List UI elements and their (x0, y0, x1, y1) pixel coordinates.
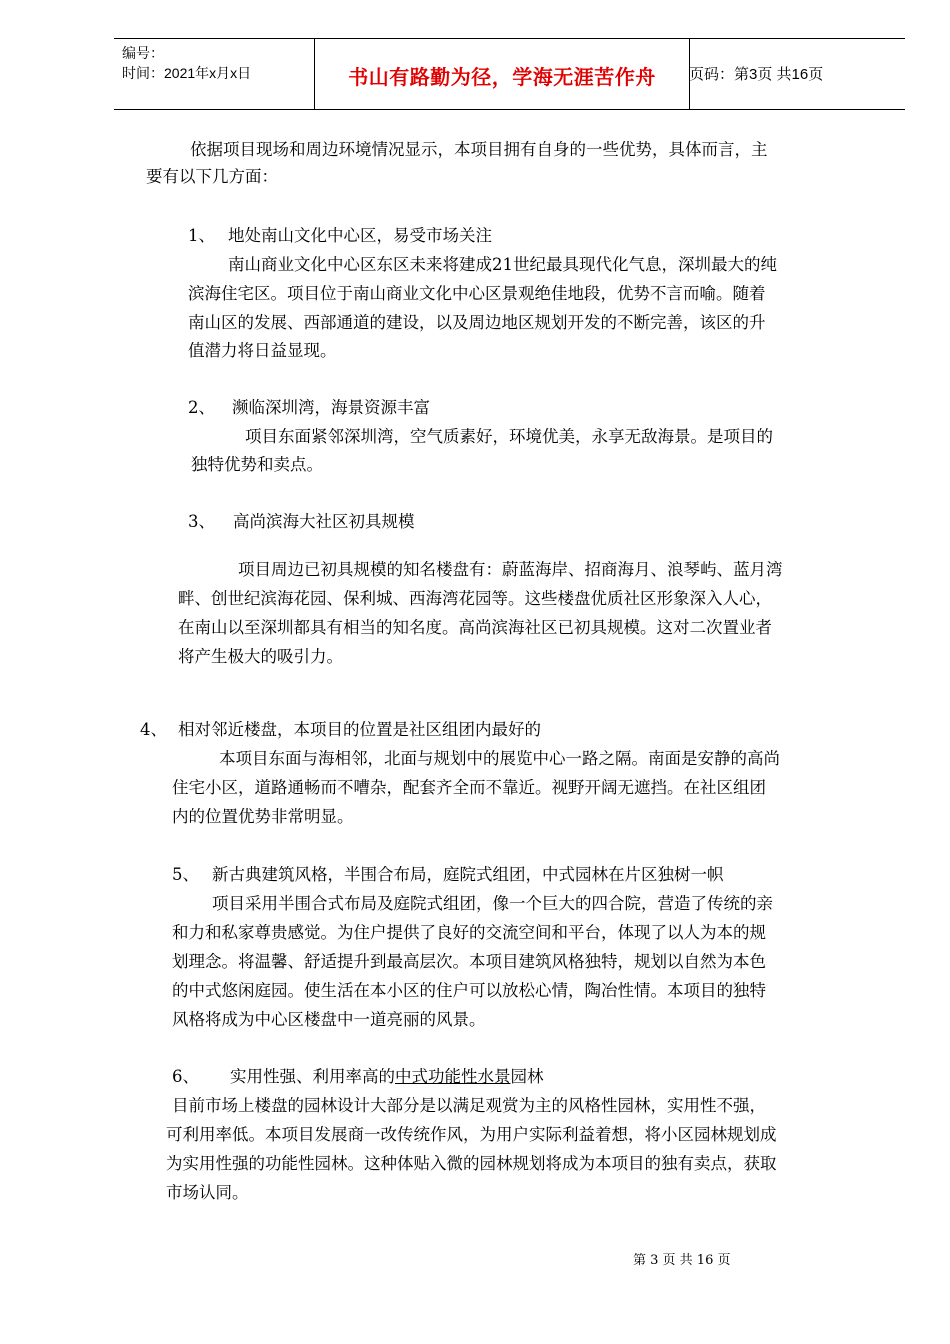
header-meta-cell (114, 39, 314, 109)
paragraph-line: 值潜力将日益显现。 (188, 341, 337, 360)
motto: 书山有路勤为径，学海无涯苦作舟 (348, 65, 656, 89)
number-label: 编号： (122, 45, 164, 61)
paragraph-line: 划理念。将温馨、舒适提升到最高层次。本项目建筑风格独特，规划以自然为本色 (172, 952, 766, 971)
intro-line: 依据项目现场和周边环境情况显示，本项目拥有自身的一些优势，具体而言，主 (190, 140, 768, 159)
paragraph-line: 目前市场上楼盘的园林设计大部分是以满足观赏为主的风格性园林，实用性不强， (172, 1096, 766, 1115)
section-title (230, 1069, 544, 1086)
section-title: 相对邻近楼盘，本项目的位置是社区组团内最好的 (178, 720, 541, 739)
section-number: 1、 (188, 226, 215, 245)
time-label: 时间：2021年x月x日 (122, 65, 252, 81)
paragraph-line: 为实用性强的功能性园林。这种体贴入微的园林规划将成为本项目的独有卖点，获取 (166, 1154, 777, 1173)
section-title: 新古典建筑风格，半围合布局，庭院式组团，中式园林在片区独树一帜 (212, 865, 724, 884)
section-number: 6、 (172, 1067, 199, 1086)
paragraph-line: 和力和私家尊贵感觉。为住户提供了良好的交流空间和平台，体现了以人为本的规 (172, 923, 766, 942)
paragraph-line: 可利用率低。本项目发展商一改传统作风，为用户实际利益着想，将小区园林规划成 (166, 1125, 777, 1144)
intro-line: 要有以下几方面： (146, 167, 278, 186)
paragraph-line: 将产生极大的吸引力。 (178, 647, 343, 666)
paragraph-line: 风格将成为中心区楼盘中一道亮丽的风景。 (172, 1010, 486, 1029)
paragraph-line: 项目采用半围合式布局及庭院式组团，像一个巨大的四合院，营造了传统的亲 (212, 894, 773, 913)
section-number: 3、 (188, 512, 215, 531)
paragraph-line: 项目东面紧邻深圳湾，空气质素好，环境优美，永享无敌海景。是项目的 (245, 427, 773, 446)
section-title-pre: 实用性强、利用率高的 (230, 1067, 395, 1086)
paragraph-line: 南山商业文化中心区东区未来将建成21世纪最具现代化气息，深圳最大的纯 (228, 255, 777, 274)
paragraph-line: 南山区的发展、西部通道的建设，以及周边地区规划开发的不断完善，该区的升 (188, 313, 766, 332)
section-title: 地处南山文化中心区，易受市场关注 (228, 226, 492, 245)
paragraph-line: 市场认同。 (166, 1183, 249, 1202)
paragraph-line: 畔、创世纪滨海花园、保利城、西海湾花园等。这些楼盘优质社区形象深入人心， (178, 589, 772, 608)
section-title-post: 园林 (510, 1067, 544, 1086)
section-number: 5、 (172, 865, 199, 884)
paragraph-line: 内的位置优势非常明显。 (172, 807, 354, 826)
page-header (114, 38, 905, 110)
page-info: 页码：第3页 共16页 (689, 66, 824, 83)
section-number: 2、 (188, 398, 215, 417)
paragraph-line: 本项目东面与海相邻，北面与规划中的展览中心一路之隔。南面是安静的高尚 (219, 749, 780, 768)
paragraph-line: 滨海住宅区。项目位于南山商业文化中心区景观绝佳地段，优势不言而喻。随着 (188, 284, 766, 303)
paragraph-line: 项目周边已初具规模的知名楼盘有：蔚蓝海岸、招商海月、浪琴屿、蓝月湾 (238, 560, 783, 579)
section-number: 4、 (140, 720, 167, 739)
page-footer: 第 3 页 共 16 页 (633, 1253, 731, 1268)
paragraph-line: 住宅小区，道路通畅而不嘈杂，配套齐全而不靠近。视野开阔无遮挡。在社区组团 (172, 778, 766, 797)
header-motto-cell (314, 39, 690, 109)
paragraph-line: 在南山以至深圳都具有相当的知名度。高尚滨海社区已初具规模。这对二次置业者 (178, 618, 772, 637)
paragraph-line: 的中式悠闲庭园。使生活在本小区的住户可以放松心情，陶冶性情。本项目的独特 (172, 981, 766, 1000)
paragraph-line: 独特优势和卖点。 (191, 455, 323, 474)
water-garden-link[interactable]: 中式功能性水景 (395, 1067, 511, 1086)
section-title: 濒临深圳湾，海景资源丰富 (232, 398, 430, 417)
section-title: 高尚滨海大社区初具规模 (233, 512, 415, 531)
